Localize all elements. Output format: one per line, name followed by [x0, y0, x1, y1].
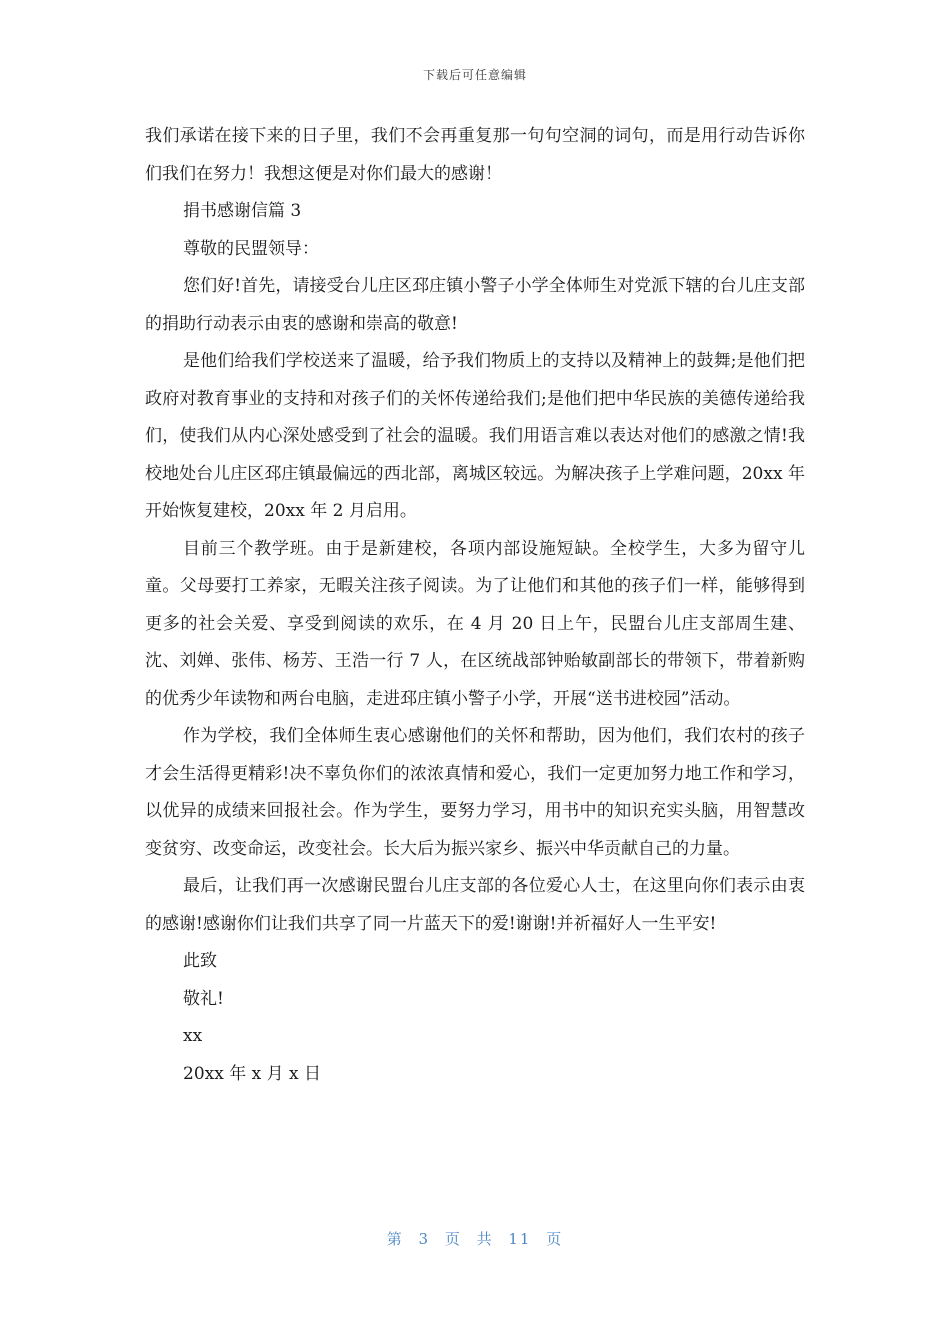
body-paragraph: 您们好!首先，请接受台儿庄区邳庄镇小警子小学全体师生对党派下辖的台儿庄支部的捐助行动表示由衷的感谢和崇高的敬意! — [145, 276, 805, 334]
salutation: 尊敬的民盟领导： — [183, 238, 319, 259]
closing-line: 此致 — [183, 951, 217, 971]
signature: xx — [183, 1026, 203, 1046]
intro-paragraph: 我们承诺在接下来的日子里，我们不会再重复那一句句空洞的词句，而是用行动告诉你们我们在努力！我想这便是对你们最大的感谢！ — [145, 126, 805, 184]
document-body — [145, 118, 805, 1093]
body-paragraph: 是他们给我们学校送来了温暖，给予我们物质上的支持以及精神上的鼓舞;是他们把政府对教育事业的支持和对孩子们的关怀传递给我们;是他们把中华民族的美德传递给我们，使我们从内心深处感受到了社会的温暖。我们用语言难以表达对他们的感激之情!我校地处台儿庄区邳庄镇最偏远的西北部，离城区较远。为解决孩子上学难问题，20xx 年开始恢复建校，20xx 年 2 月启用。 — [145, 351, 805, 521]
section-title: 捐书感谢信篇 3 — [183, 201, 302, 221]
page-number: 第 3 页 共 11 页 — [386, 1230, 564, 1248]
letter-date: 20xx 年 x 月 x 日 — [183, 1063, 322, 1084]
body-paragraph: 作为学校，我们全体师生衷心感谢他们的关怀和帮助，因为他们，我们农村的孩子才会生活得更精彩!决不辜负你们的浓浓真情和爱心，我们一定更加努力地工作和学习，以优异的成绩来回报社会。作为学生，要努力学习，用书中的知识充实头脑，用智慧改变贫穷、改变命运，改变社会。长大后为振兴家乡、振兴中华贡献自己的力量。 — [145, 726, 805, 859]
body-paragraph: 目前三个教学班。由于是新建校，各项内部设施短缺。全校学生，大多为留守儿童。父母要打工养家，无暇关注孩子阅读。为了让他们和其他的孩子们一样，能够得到更多的社会关爱、享受到阅读的欢乐，在 4 月 20 日上午，民盟台儿庄支部周生建、沈、刘婵、张伟、杨芳、王浩一行 7 人，在区统战部钟贻敏副部长的带领下，带着新购的优秀少年读物和两台电脑，走进邳庄镇小警子小学，开展“送书进校园”活动。 — [145, 538, 805, 709]
body-paragraph: 最后，让我们再一次感谢民盟台儿庄支部的各位爱心人士，在这里向你们表示由衷的感谢!感谢你们让我们共享了同一片蓝天下的爱!谢谢!并祈福好人一生平安! — [145, 876, 805, 934]
closing-salute: 敬礼! — [183, 988, 224, 1009]
page-header: 下载后可任意编辑 — [422, 68, 527, 82]
